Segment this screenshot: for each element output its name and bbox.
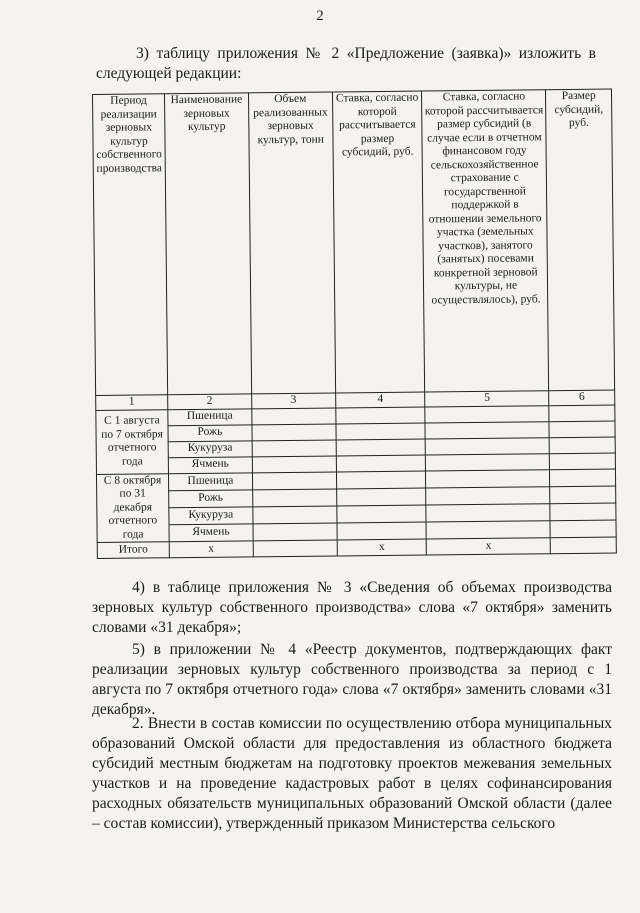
total-mark: x (169, 541, 253, 558)
header-crop-name: Наименование зерновых культур (164, 93, 251, 395)
header-period: Период реализации зерновых культур собственного производства (93, 94, 168, 396)
paragraph-item-4: 4) в таблице приложения № 3 «Сведения об объемах производства зерновых культур собственного производства» слова «7 октября» заменить словами «31 декабря»; (92, 579, 612, 636)
total-mark: x (337, 539, 427, 556)
column-number: 3 (251, 393, 335, 408)
total-label: Итого (97, 542, 169, 559)
crop-cell: Кукуруза (169, 507, 253, 525)
page-number: 2 (316, 8, 324, 24)
column-number: 6 (549, 390, 615, 405)
paragraph-item-2: 2. Внести в состав комиссии по осуществлению отбора муниципальных образований Омской области для предоставления из областного бюджета субсидий местным бюджетам на подготовку проектов межевания земельных участков и на проведение кадастровых работ в целях софинансирования расходных обязательств муниципальных образований Омской области (далее – состав комиссии), утвержденный приказом Министерства сельского (92, 715, 612, 832)
crop-cell: Ячмень (168, 456, 252, 473)
crop-cell: Ячмень (169, 524, 253, 542)
crop-cell: Пшеница (168, 408, 252, 425)
header-rate-no-insurance: Ставка, согласно которой рассчитывается размер субсидий (в случае если в отчетном финансовом году сельскохозяйственное страхование с государственной поддержкой в отношении земельного участка (земельных участков), занятого (занятых) посевами конкретной зерновой культуры, не осуществлялось), руб. (422, 90, 549, 392)
paragraph-item-5: 5) в приложении № 4 «Реестр документов, подтверждающих факт реализации зерновых культур собственного производства за период с 1 августа по 7 октября отчетного года» слова «7 октября» заменить словами «31 декабря». (92, 641, 612, 718)
period-cell: С 1 августа по 7 октября отчетного года (96, 409, 169, 474)
crop-cell: Кукуруза (168, 440, 252, 457)
column-number: 5 (425, 391, 549, 407)
header-volume: Объем реализованных зерновых культур, тонн (248, 92, 335, 394)
period-cell: С 8 октября по 31 декабря отчетного года (96, 473, 169, 542)
intro-paragraph: 3) таблицу приложения № 2 «Предложение (заявка)» изложить в следующей редакции: (96, 45, 596, 82)
column-number: 1 (96, 395, 168, 410)
crop-cell: Рожь (169, 489, 253, 507)
crop-cell: Пшеница (168, 472, 252, 490)
crop-cell: Рожь (168, 424, 252, 441)
header-subsidy-amount: Размер субсидий, руб. (546, 89, 615, 391)
column-number: 2 (168, 394, 252, 409)
total-mark: x (427, 538, 551, 555)
table-header-row (93, 89, 615, 395)
column-number: 4 (335, 392, 425, 407)
proposal-table (92, 89, 617, 559)
header-rate: Ставка, согласно которой рассчитывается размер субсидий, руб. (332, 91, 425, 393)
